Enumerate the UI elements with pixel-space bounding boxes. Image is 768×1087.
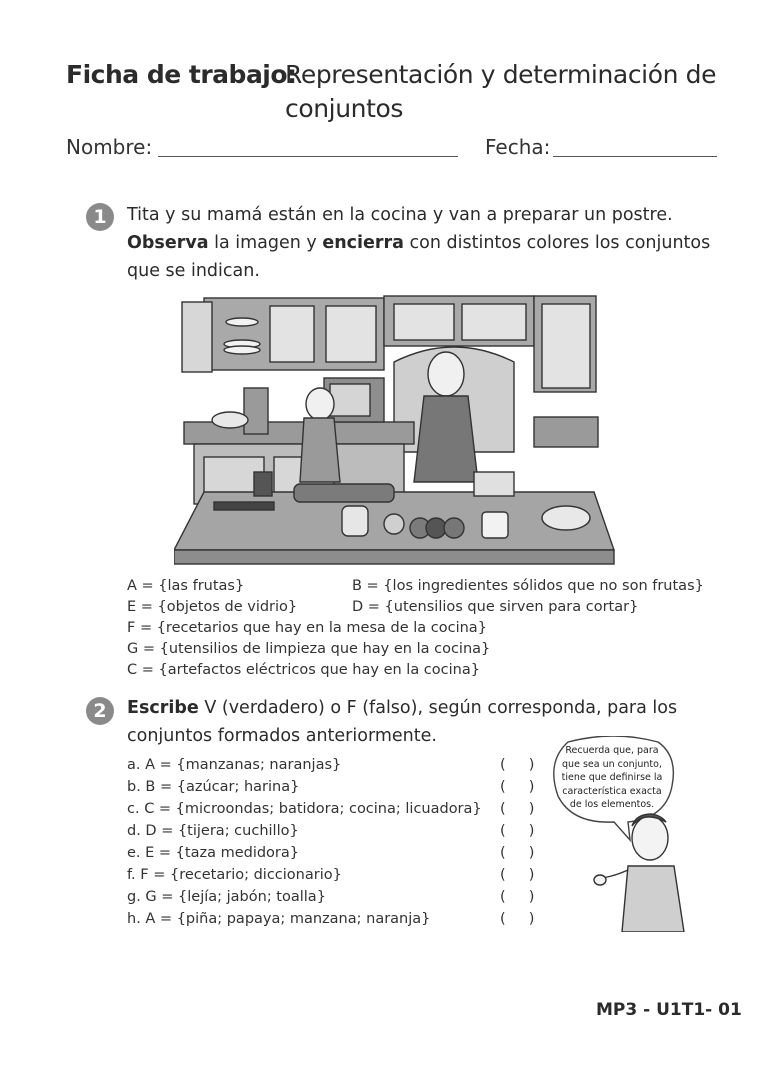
answer-box-a[interactable]: ( ) [500,757,535,773]
section1-instructions [127,201,727,285]
boy-illustration [592,808,692,932]
item-h: h. A = {piña; papaya; manzana; naranja} [127,911,431,927]
answer-box-f[interactable]: ( ) [500,867,535,883]
answer-box-d[interactable]: ( ) [500,823,535,839]
name-field[interactable] [158,156,458,157]
section1-line1: Tita y su mamá están en la cocina y van a preparar un postre. [127,205,673,225]
set-a-definition: A = {las frutas} [127,578,245,594]
answer-box-b[interactable]: ( ) [500,779,535,795]
answer-box-c[interactable]: ( ) [500,801,535,817]
answer-box-h[interactable]: ( ) [500,911,535,927]
set-d-definition: D = {utensilios que sirven para cortar} [352,599,639,615]
speech-bubble-text [556,744,668,812]
item-e: e. E = {taza medidora} [127,845,299,861]
bubble-line3: tiene que definirse la [561,772,663,783]
item-d: d. D = {tijera; cuchillo} [127,823,299,839]
section1-line2-text2: con distintos colores los conjuntos [403,233,711,253]
set-c-definition: C = {artefactos eléctricos que hay en la cocina} [127,662,480,678]
answer-box-e[interactable]: ( ) [500,845,535,861]
item-a: a. A = {manzanas; naranjas} [127,757,342,773]
set-b-definition: B = {los ingredientes sólidos que no son frutas} [352,578,704,594]
item-g: g. G = {lejía; jabón; toalla} [127,889,326,905]
date-field[interactable] [553,156,717,157]
date-label: Fecha: [485,135,551,159]
worksheet-code: MP3 - U1T1- 01 [596,1000,742,1020]
worksheet-label: Ficha de trabajo: [66,60,297,89]
section-number-1: 1 [86,203,114,231]
item-b: b. B = {azúcar; harina} [127,779,300,795]
section1-line2 [127,229,727,257]
set-e-definition: E = {objetos de vidrio} [127,599,298,615]
bubble-line1: Recuerda que, para [565,745,659,756]
encierra-word: encierra [322,233,404,253]
item-f: f. F = {recetario; diccionario} [127,867,342,883]
bubble-line4: característica exacta [562,785,662,797]
section1-line3: que se indican. [127,261,260,281]
observa-word: Observa [127,233,209,253]
set-f-definition: F = {recetarios que hay en la mesa de la cocina} [127,620,487,636]
section2-line1-text: V (verdadero) o F (falso), según corresponda, para los [198,698,678,718]
section1-line2-text1: la imagen y [208,233,323,253]
name-label: Nombre: [66,135,153,159]
kitchen-illustration [174,292,616,566]
section2-line2: conjuntos formados anteriormente. [127,726,437,746]
bubble-line2: que sea un conjunto, [562,758,662,770]
section-number-2: 2 [86,697,114,725]
page-title-line2: conjuntos [285,94,404,123]
answer-box-g[interactable]: ( ) [500,889,535,905]
page-title-line1: Representación y determinación de [285,60,717,89]
escribe-word: Escribe [127,698,199,718]
bubble-line5: de los elementos. [569,799,655,810]
item-c: c. C = {microondas; batidora; cocina; licuadora} [127,801,482,817]
set-g-definition: G = {utensilios de limpieza que hay en la cocina} [127,641,491,657]
section2-line1 [127,694,727,722]
